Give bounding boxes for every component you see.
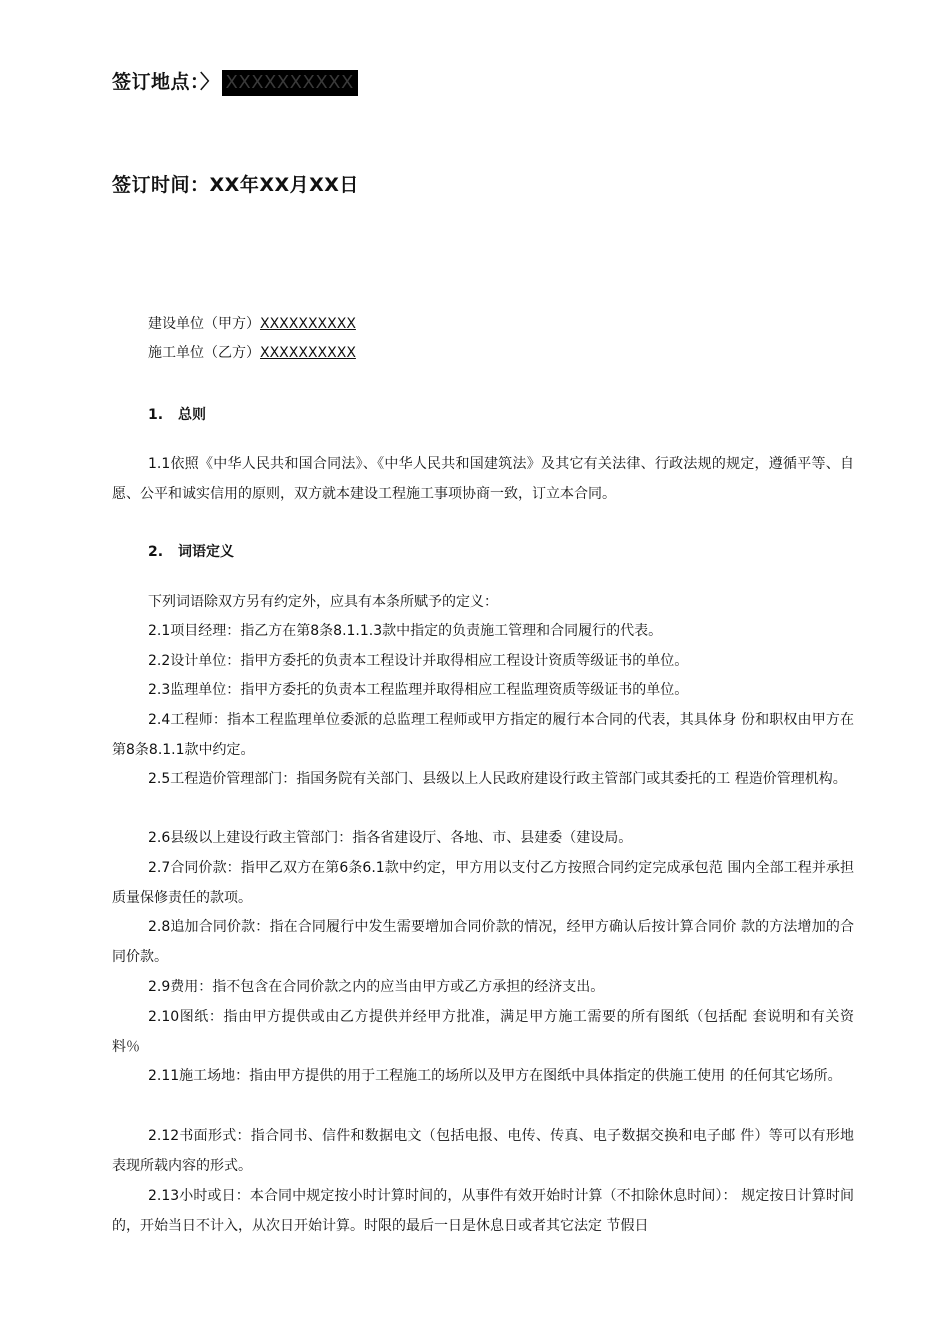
sign-time-line (112, 170, 359, 197)
definition-item: 2.10图纸：指由甲方提供或由乙方提供并经甲方批准，满足甲方施工需要的所有图纸（包括配 套说明和有关资料％ (112, 1009, 854, 1055)
sign-place-marker: 〉 (200, 71, 220, 93)
section-2-title: 词语定义 (178, 544, 234, 560)
party-b-line (148, 342, 356, 362)
sign-place-label: 签订地点： (112, 71, 201, 93)
definition-item: 2.4工程师：指本工程监理单位委派的总监理工程师或甲方指定的履行本合同的代表，其具体身 份和职权由甲方在第8条8.1.1款中约定。 (112, 712, 854, 758)
definition-item: 2.13小时或日：本合同中规定按小时计算时间的，从事件有效开始时计算（不扣除休息时间）： 规定按日计算时间的，开始当日不计入，从次日开始计算。时限的最后一日是休息日或者其它法定 节假日 (112, 1188, 854, 1234)
definition-item: 2.2设计单位：指甲方委托的负责本工程设计并取得相应工程设计资质等级证书的单位。 (148, 653, 689, 669)
sign-place-redacted-value: XXXXXXXXXX (222, 70, 358, 96)
party-a-line (148, 313, 356, 333)
definition-item: 2.5工程造价管理部门：指国务院有关部门、县级以上人民政府建设行政主管部门或其委托的工 程造价管理机构。 (148, 771, 847, 787)
sign-place-line (112, 67, 358, 96)
definition-item: 2.8追加合同价款：指在合同履行中发生需要增加合同价款的情况，经甲方确认后按计算合同价 款的方法增加的合同价款。 (112, 919, 854, 965)
definition-item: 2.1项目经理：指乙方在第8条8.1.1.3款中指定的负责施工管理和合同履行的代表。 (148, 623, 663, 639)
definition-item: 2.6县级以上建设行政主管部门：指各省建设厅、各地、市、县建委（建设局。 (148, 830, 633, 846)
section-1-title: 总则 (178, 407, 206, 423)
definition-item: 2.11施工场地：指由甲方提供的用于工程施工的场所以及甲方在图纸中具体指定的供施工使用 的任何其它场所。 (148, 1068, 842, 1084)
party-a-label: 建设单位（甲方） (148, 316, 260, 332)
section-2-number: 2. (148, 544, 164, 560)
section-1-heading (148, 404, 206, 424)
definitions-intro: 下列词语除双方另有约定外，应具有本条所赋予的定义： (148, 594, 498, 610)
definition-item: 2.12书面形式：指合同书、信件和数据电文（包括电报、电传、传真、电子数据交换和电子邮 件）等可以有形地表现所载内容的形式。 (112, 1128, 854, 1174)
sign-time-label: 签订时间： (112, 174, 210, 196)
definition-item: 2.7合同价款：指甲乙双方在第6条6.1款中约定，甲方用以支付乙方按照合同约定完成承包范 围内全部工程并承担质量保修责任的款项。 (112, 860, 854, 906)
party-b-label: 施工单位（乙方） (148, 345, 260, 361)
section-1-paragraph: 1.1依照《中华人民共和国合同法》、《中华人民共和国建筑法》及其它有关法律、行政法规的规定，遵循平等、自愿、公平和诚实信用的原则，双方就本建设工程施工事项协商一致，订立本合同。 (112, 456, 854, 502)
party-b-value: XXXXXXXXXX (260, 345, 356, 361)
definition-item: 2.9费用：指不包含在合同价款之内的应当由甲方或乙方承担的经济支出。 (148, 979, 605, 995)
party-a-value: XXXXXXXXXX (260, 316, 356, 332)
definition-item: 2.3监理单位：指甲方委托的负责本工程监理并取得相应工程监理资质等级证书的单位。 (148, 682, 689, 698)
section-2-heading (148, 541, 234, 561)
sign-time-value: XX年XX月XX日 (209, 174, 359, 196)
section-1-number: 1. (148, 407, 164, 423)
